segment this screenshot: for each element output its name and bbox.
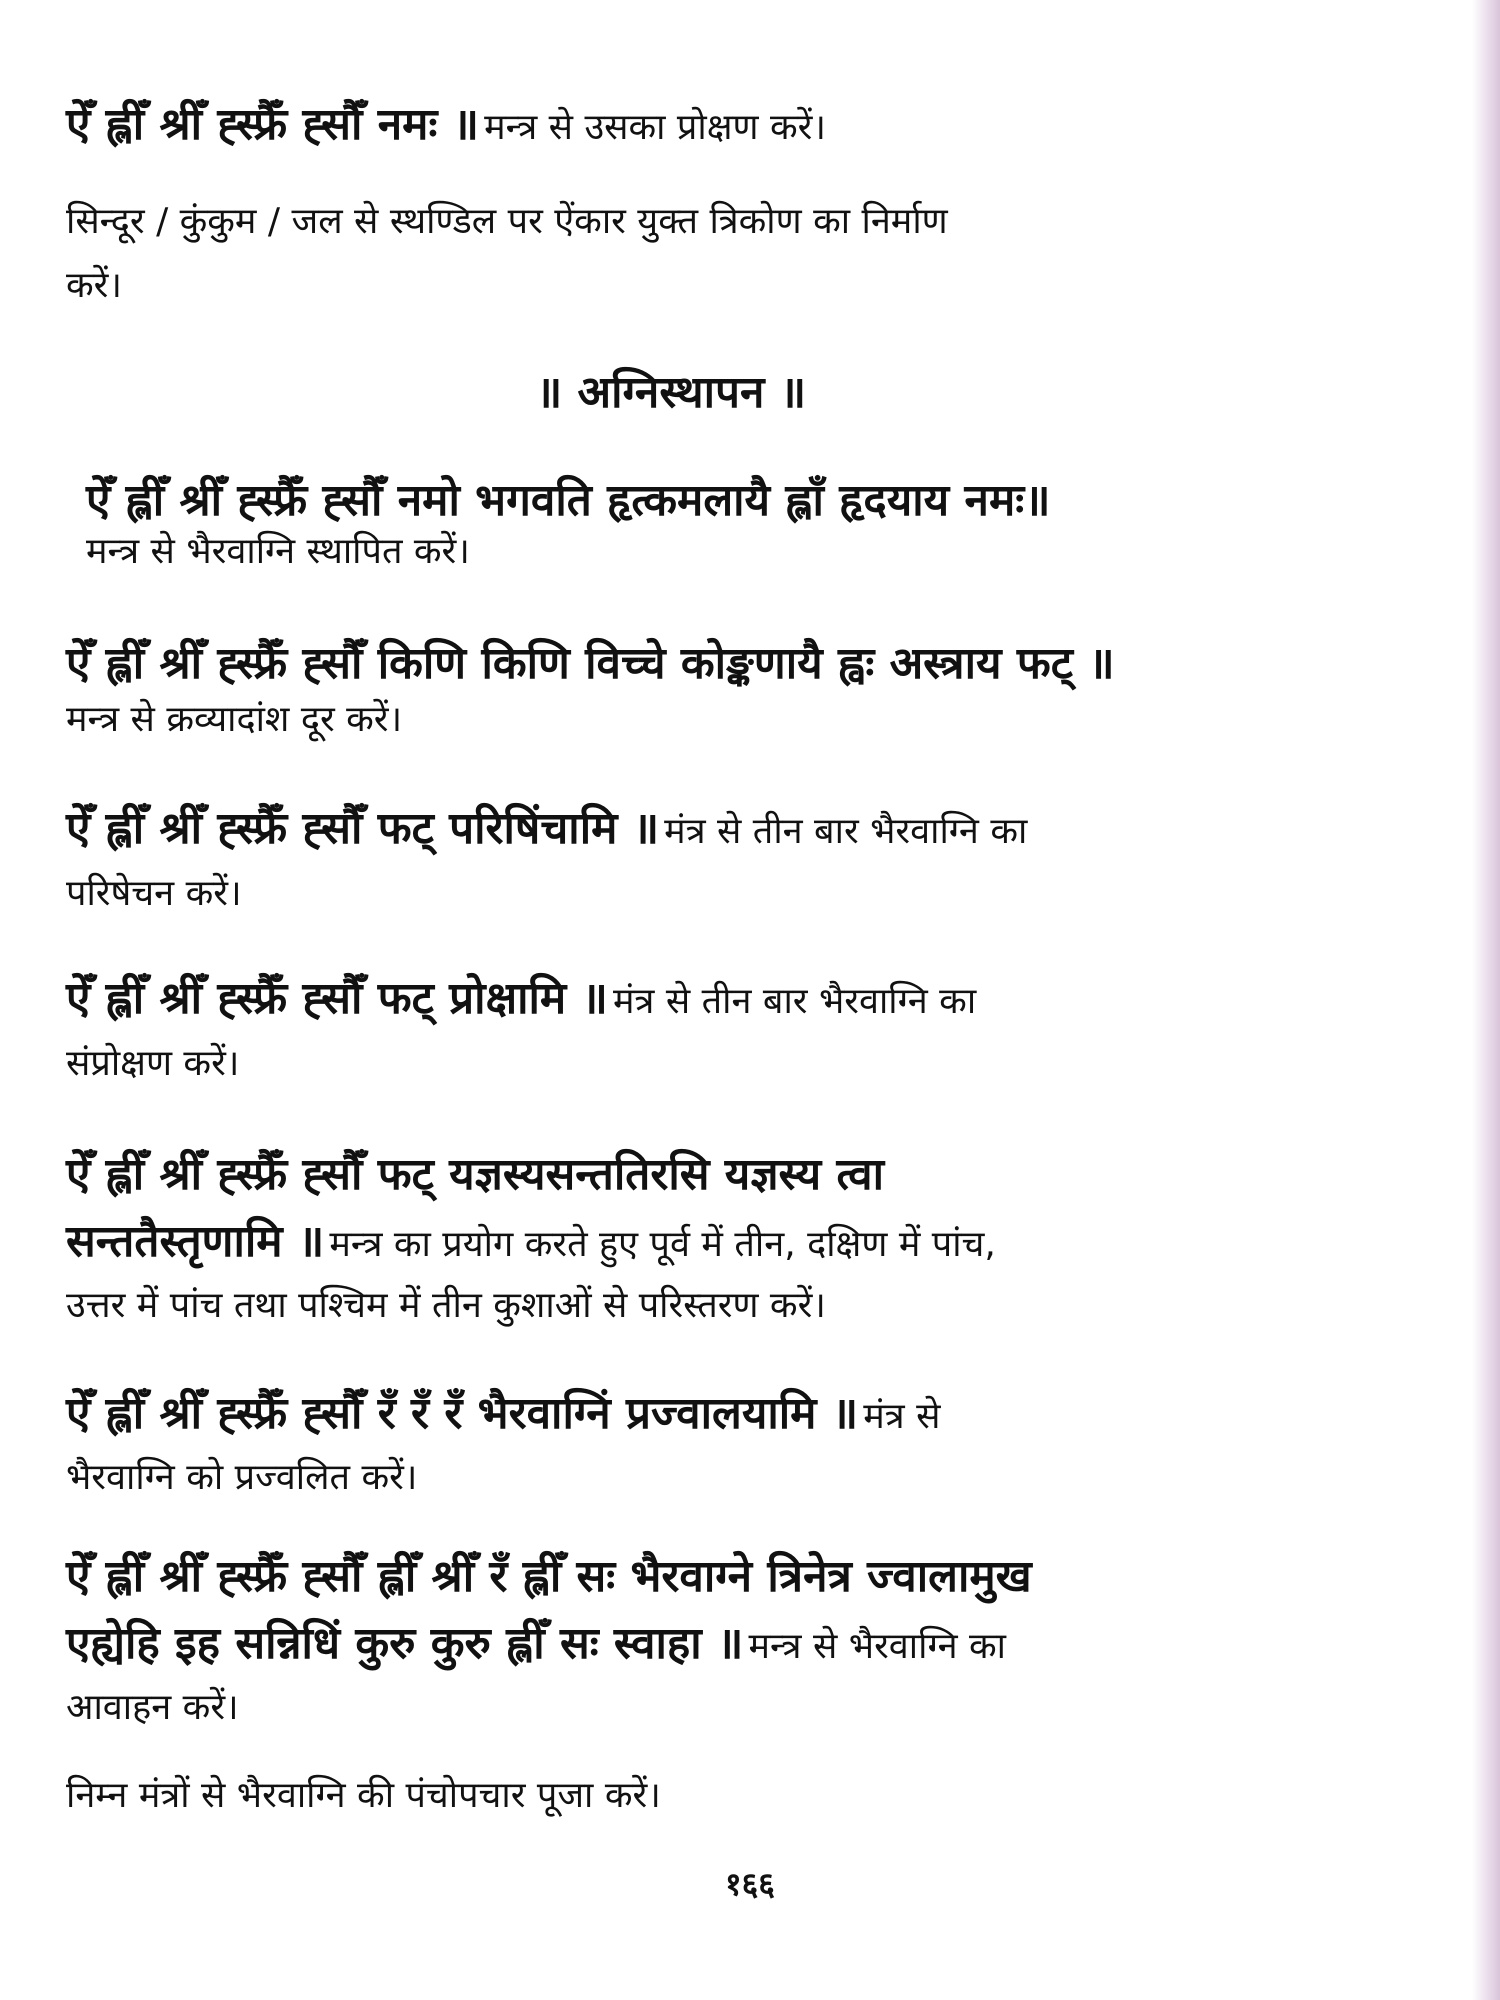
- instruction-text: मंत्र से तीन बार भैरवाग्नि का: [613, 981, 977, 1022]
- instruction-text: मन्त्र से उसका प्रोक्षण करें।: [484, 107, 827, 148]
- mantra-text: एह्येहि इह सन्निधिं कुरु कुरु ह्लीँ सः स्वाहा ॥: [66, 1618, 744, 1669]
- instruction-line: सिन्दूर / कुंकुम / जल से स्थण्डिल पर ऐंकार युक्त त्रिकोण का निर्माण: [66, 201, 948, 242]
- instruction-text: मन्त्र से क्रव्यादांश दूर करें।: [66, 699, 403, 740]
- instruction-text: मन्त्र का प्रयोग करते हुए पूर्व में तीन, दक्षिण में पांच,: [329, 1224, 996, 1265]
- paragraph-trikona: [66, 190, 948, 318]
- mantra-text: ऐँ ह्लीँ श्रीँ ह्स्फ्रैँ ह्सौँ ह्लीँ श्रीँ रँ ह्लीँ सः भैरवाग्ने त्रिनेत्र ज्वालामुख: [66, 1551, 1032, 1602]
- mantra-text: ऐँ ह्लीँ श्रीँ ह्स्फ्रैँ ह्सौँ फट् यज्ञस्यसन्ततिरसि यज्ञस्य त्वा: [66, 1149, 885, 1200]
- paragraph-proksana: [66, 92, 826, 152]
- mantra-text: ऐँ ह्लीँ श्रीँ ह्स्फ्रैँ ह्सौँ किणि किणि विच्चे कोङ्कणायै ह्वः अस्त्राय फट् ॥: [66, 638, 1115, 689]
- mantra-text: सन्ततैस्तृणामि ॥: [66, 1216, 325, 1267]
- mantra-text: ऐँ ह्लीँ श्रीँ ह्स्फ्रैँ ह्सौँ नमः ॥: [66, 99, 480, 150]
- instruction-line: करें।: [66, 265, 123, 306]
- mantra-text: ऐँ ह्लीँ श्रीँ ह्स्फ्रैँ ह्सौँ रँ रँ रँ भैरवाग्निं प्रज्वालयामि ॥: [66, 1388, 859, 1439]
- instruction-text: उत्तर में पांच तथा पश्चिम में तीन कुशाओं से परिस्तरण करें।: [66, 1285, 826, 1326]
- section-heading: ॥ अग्निस्थापन ॥: [535, 367, 807, 418]
- instruction-text: परिषेचन करें।: [66, 873, 242, 914]
- instruction-text: मंत्र से: [863, 1396, 941, 1437]
- paragraph-sthapana: [86, 472, 1051, 574]
- paragraph-parishechana: [66, 797, 1027, 918]
- instruction-text: भैरवाग्नि को प्रज्वलित करें।: [66, 1457, 418, 1498]
- instruction-text: आवाहन करें।: [66, 1687, 239, 1728]
- mantra-text: ऐँ ह्लीँ श्रीँ ह्स्फ्रैँ ह्सौँ फट् प्रोक्षामि ॥: [66, 973, 608, 1024]
- paragraph-kravyadamsha: [66, 632, 1115, 744]
- paragraph-avahana: [66, 1542, 1032, 1731]
- mantra-text: ऐँ ह्लीँ श्रीँ ह्स्फ्रैँ ह्सौँ नमो भगवति हृत्कमलायै ह्लाँ हृदयाय नमः॥: [86, 475, 1051, 526]
- paragraph-prajvalana: [66, 1382, 940, 1501]
- page-edge-shadow: [1472, 0, 1500, 2000]
- instruction-text: निम्न मंत्रों से भैरवाग्नि की पंचोपचार पूजा करें।: [66, 1775, 661, 1816]
- paragraph-panchopachara: [66, 1772, 661, 1820]
- instruction-text: संप्रोक्षण करें।: [66, 1043, 240, 1084]
- mantra-text: ऐँ ह्लीँ श्रीँ ह्स्फ्रैँ ह्सौँ फट् परिषिंचामि ॥: [66, 803, 660, 854]
- page-number: १६६: [725, 1865, 775, 1903]
- paragraph-paristarana: [66, 1140, 996, 1329]
- instruction-text: मन्त्र से भैरवाग्नि का: [748, 1626, 1006, 1667]
- instruction-text: मन्त्र से भैरवाग्नि स्थापित करें।: [86, 531, 470, 572]
- paragraph-samprokshana: [66, 967, 976, 1088]
- instruction-text: मंत्र से तीन बार भैरवाग्नि का: [664, 811, 1028, 852]
